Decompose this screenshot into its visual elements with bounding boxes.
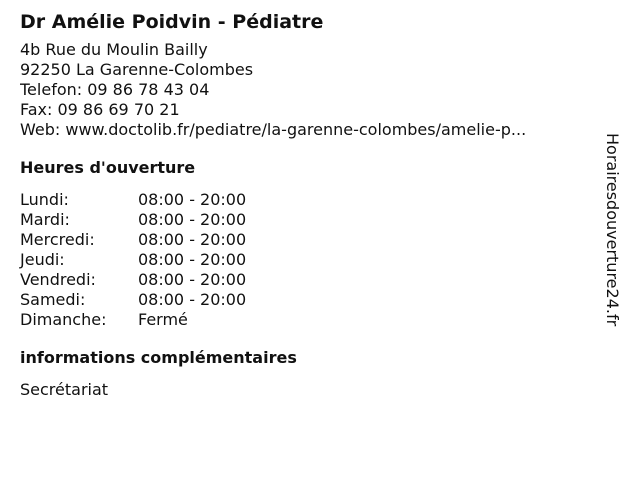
saturday-hours: 08:00 - 20:00 bbox=[138, 290, 247, 309]
opening-hours-table bbox=[20, 190, 600, 330]
wednesday-hours: 08:00 - 20:00 bbox=[138, 230, 247, 249]
business-card bbox=[20, 8, 600, 400]
sunday-hours: Fermé bbox=[138, 310, 188, 329]
wednesday-label: Mercredi: bbox=[20, 230, 95, 249]
city-address: 92250 La Garenne-Colombes bbox=[20, 60, 254, 79]
street-address: 4b Rue du Moulin Bailly bbox=[20, 40, 208, 59]
monday-label: Lundi: bbox=[20, 190, 69, 209]
tuesday-hours: 08:00 - 20:00 bbox=[138, 210, 247, 229]
fax-number: Fax: 09 86 69 70 21 bbox=[20, 100, 180, 119]
additional-info-item: Secrétariat bbox=[20, 380, 109, 399]
tuesday-label: Mardi: bbox=[20, 210, 70, 229]
thursday-hours: 08:00 - 20:00 bbox=[138, 250, 247, 269]
saturday-label: Samedi: bbox=[20, 290, 86, 309]
thursday-label: Jeudi: bbox=[20, 250, 65, 269]
opening-hours-heading: Heures d'ouverture bbox=[20, 158, 196, 177]
additional-info-heading: informations complémentaires bbox=[20, 348, 297, 367]
source-watermark: Horairesdouverture24.fr bbox=[603, 133, 622, 327]
business-title: Dr Amélie Poidvin - Pédiatre bbox=[20, 11, 324, 33]
friday-hours: 08:00 - 20:00 bbox=[138, 270, 247, 289]
phone-number: Telefon: 09 86 78 43 04 bbox=[20, 80, 210, 99]
sunday-label: Dimanche: bbox=[20, 310, 107, 329]
website-link[interactable]: Web: www.doctolib.fr/pediatre/la-garenne-colombes/amelie-p... bbox=[20, 120, 527, 139]
friday-label: Vendredi: bbox=[20, 270, 96, 289]
monday-hours: 08:00 - 20:00 bbox=[138, 190, 247, 209]
